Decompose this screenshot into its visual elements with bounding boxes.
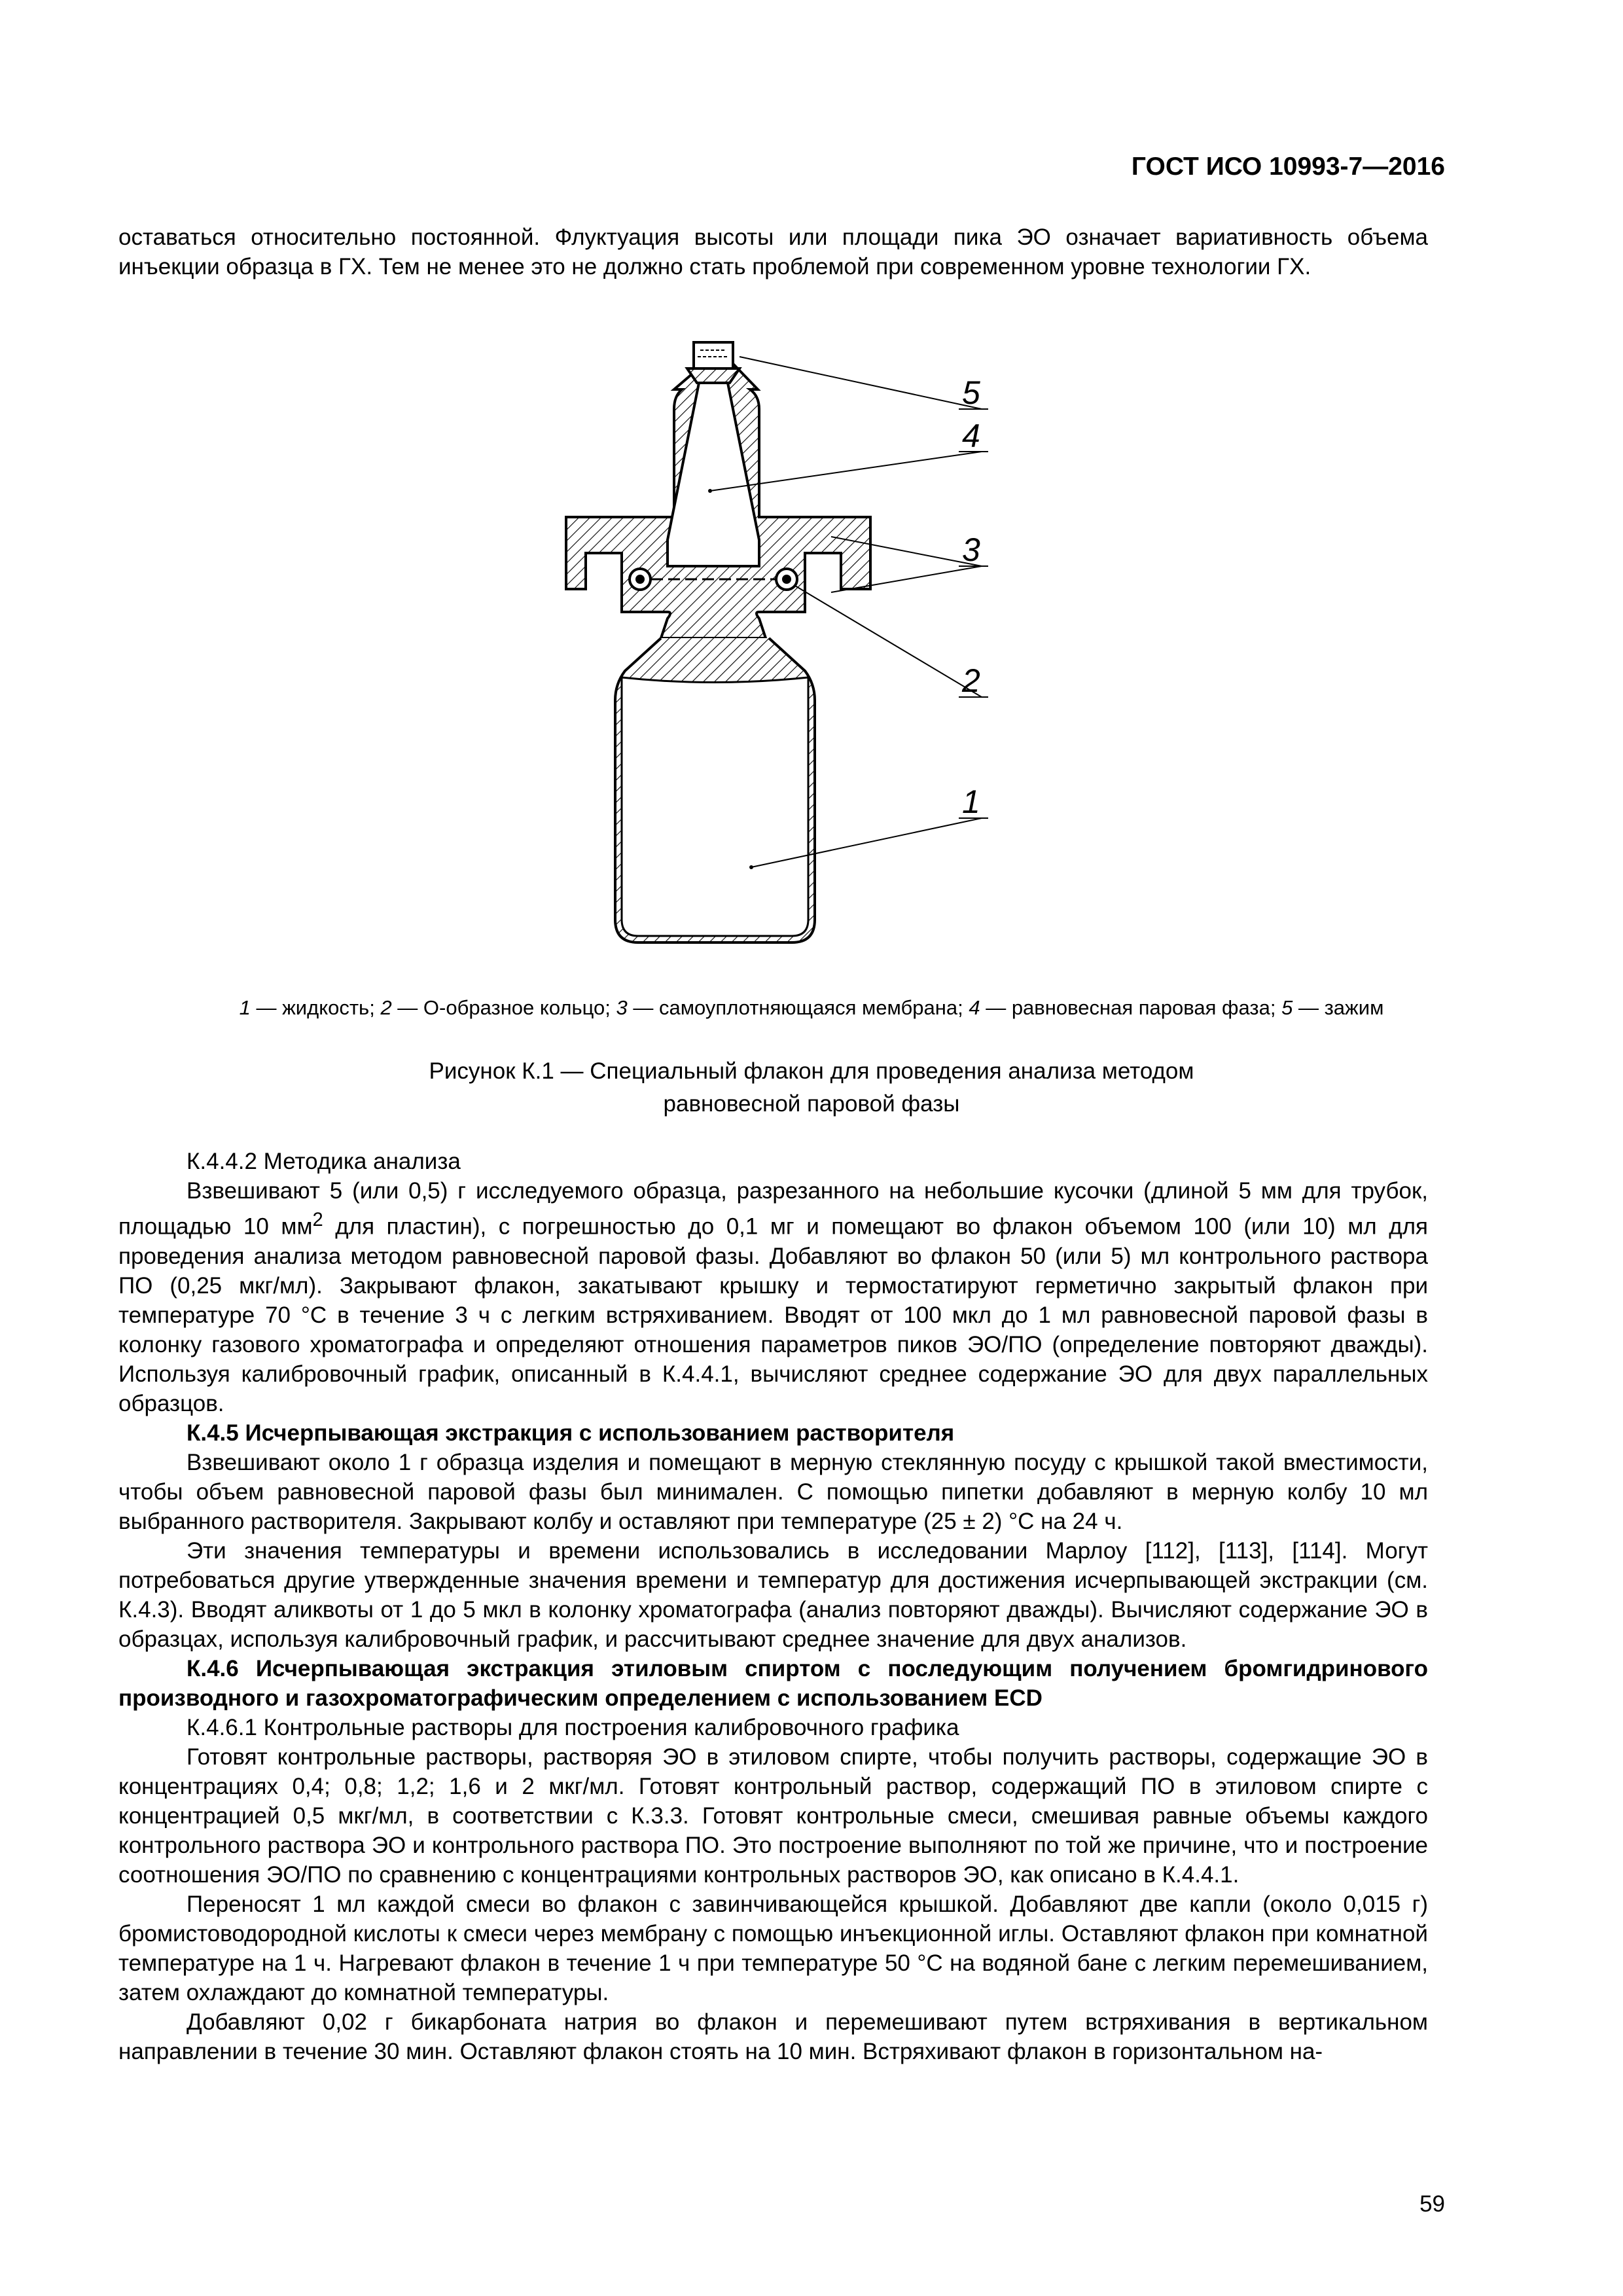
legend-num: 1 bbox=[239, 996, 251, 1019]
paragraph: Переносят 1 мл каждой смеси во флакон с завинчивающейся крышкой. Добавляют две капли (около 0,015 г) бромистоводородной кислоты к смеси через мембрану с помощью инъекционной иглы. Оставляют флакон при комнатной температуре на 1 ч. Нагревают флакон в течение 1 ч при температуре 50 °С на водяной бане с легким перемешиванием, затем охлаждают до комнатной температуры. bbox=[118, 1891, 1428, 2005]
legend-text: — О-образное кольцо; bbox=[391, 996, 616, 1019]
caption-line: равновесной паровой фазы bbox=[663, 1091, 960, 1117]
section-title: К.4.4.2 Методика анализа bbox=[187, 1149, 461, 1174]
vial-figure bbox=[543, 331, 1027, 985]
legend-num: 4 bbox=[969, 996, 980, 1019]
legend-num: 5 bbox=[1281, 996, 1293, 1019]
legend-num: 2 bbox=[380, 996, 392, 1019]
paragraph: Готовят контрольные растворы, растворяя ЭО в этиловом спирте, чтобы получить растворы, содержащие ЭО в концентрациях 0,4; 0,8; 1,2; 1,6 и 2 мкг/мл. Готовят контрольный раствор, содержащий ПО в этиловом спирте с концентрацией 0,5 мкг/мл, в соответствии с К.3.3. Готовят контрольные смеси, смешивая равные объемы каждого контрольного раствора ЭО и контрольного раствора ПО. Это построение выполняют по той же причине, что и построение соотношения ЭО/ПО по сравнению с концентрациями контрольных растворов ЭО, как описано в К.4.4.1. bbox=[118, 1744, 1428, 1888]
section-title: К.4.5 Исчерпывающая экстракция с использованием растворителя bbox=[187, 1420, 955, 1446]
section-title: К.4.6 Исчерпывающая экстракция этиловым спиртом с последующим получением бромгидринового производного и газохроматографическим определением с использованием ECD bbox=[118, 1655, 1428, 1711]
legend-text: — равновесная паровая фаза; bbox=[980, 996, 1282, 1019]
section-title: К.4.6.1 Контрольные растворы для построения калибровочного графика bbox=[187, 1714, 959, 1740]
liquid bbox=[622, 677, 808, 936]
paragraph-text: Взвешивают 5 (или 0,5) г исследуемого образца, разрезанного на небольшие кусочки (длиной 5 мм для трубок, площадью 10 мм bbox=[118, 1178, 1428, 1240]
vial-drawing bbox=[543, 331, 1027, 985]
document-header: ГОСТ ИСО 10993-7—2016 bbox=[1131, 152, 1445, 181]
legend-num: 3 bbox=[616, 996, 628, 1019]
paragraph: Добавляют 0,02 г бикарбоната натрия во флакон и перемешивают путем встряхивания в вертикальном направлении в течение 30 мин. Оставляют флакон стоять на 10 мин. Встряхивают флакон в горизонтальном на- bbox=[118, 2009, 1428, 2064]
superscript: 2 bbox=[312, 1210, 323, 1230]
callout-1: 1 bbox=[962, 783, 980, 820]
stopper bbox=[694, 342, 733, 368]
intro-paragraph: оставаться относительно постоянной. Флуктуация высоты или площади пика ЭО означает вариативность объема инъекции образца в ГХ. Тем не менее это не должно стать проблемой при современном уровне технологии ГХ. bbox=[118, 224, 1428, 279]
callout-3: 3 bbox=[962, 531, 980, 568]
intro-block bbox=[118, 223, 1428, 281]
paragraph: Взвешивают около 1 г образца изделия и помещают в мерную стеклянную посуду с крышкой такой вместимости, чтобы объем равновесной паровой фазы был минимален. С помощью пипетки добавляют в мерную колбу 10 мл выбранного растворителя. Закрывают колбу и оставляют при температуре (25 ± 2) °С на 24 ч. bbox=[118, 1449, 1428, 1534]
body-text bbox=[118, 1147, 1428, 2066]
page-number: 59 bbox=[1419, 2191, 1445, 2217]
legend-text: — самоуплотняющаяся мембрана; bbox=[627, 996, 969, 1019]
callout-5: 5 bbox=[962, 374, 980, 411]
paragraph bbox=[118, 1176, 1428, 1418]
paragraph-text: для пластин), с погрешностью до 0,1 мг и помещают во флакон объемом 100 (или 10) мл для проведения анализа методом равновесной паровой фазы. Добавляют во флакон 50 (или 5) мл контрольного раствора ПО (0,25 мкг/мл). Закрывают флакон, закатывают крышку и термостатируют герметично закрытый флакон при температуре 70 °С в течение 3 ч с легким встряхиванием. Вводят от 100 мкл до 1 мл равновесной паровой фазы в колонку газового хроматографа и определяют отношения параметров пиков ЭО/ПО (определение повторяют дважды). Используя калибровочный график, описанный в К.4.4.1, вычисляют среднее содержание ЭО для двух параллельных образцов. bbox=[118, 1213, 1429, 1416]
paragraph: Эти значения температуры и времени использовались в исследовании Марлоу [112], [113], [114]. Могут потребоваться другие утвержденные значения времени и температур для достижения исчерпывающей экстракции (см. К.4.3). Вводят аликвоты от 1 до 5 мкл в колонку хроматографа (анализ повторяют дважды). Вычисляют содержание ЭО в образцах, используя калибровочный график, и рассчитывают среднее значение для двух анализов. bbox=[118, 1537, 1428, 1652]
figure-caption bbox=[0, 1055, 1623, 1121]
figure-legend bbox=[0, 996, 1623, 1020]
legend-text: — зажим bbox=[1293, 996, 1384, 1019]
legend-text: — жидкость; bbox=[250, 996, 381, 1019]
callout-4: 4 bbox=[962, 418, 980, 454]
callout-2: 2 bbox=[962, 662, 980, 699]
caption-line: Рисунок К.1 — Специальный флакон для проведения анализа методом bbox=[429, 1058, 1194, 1084]
